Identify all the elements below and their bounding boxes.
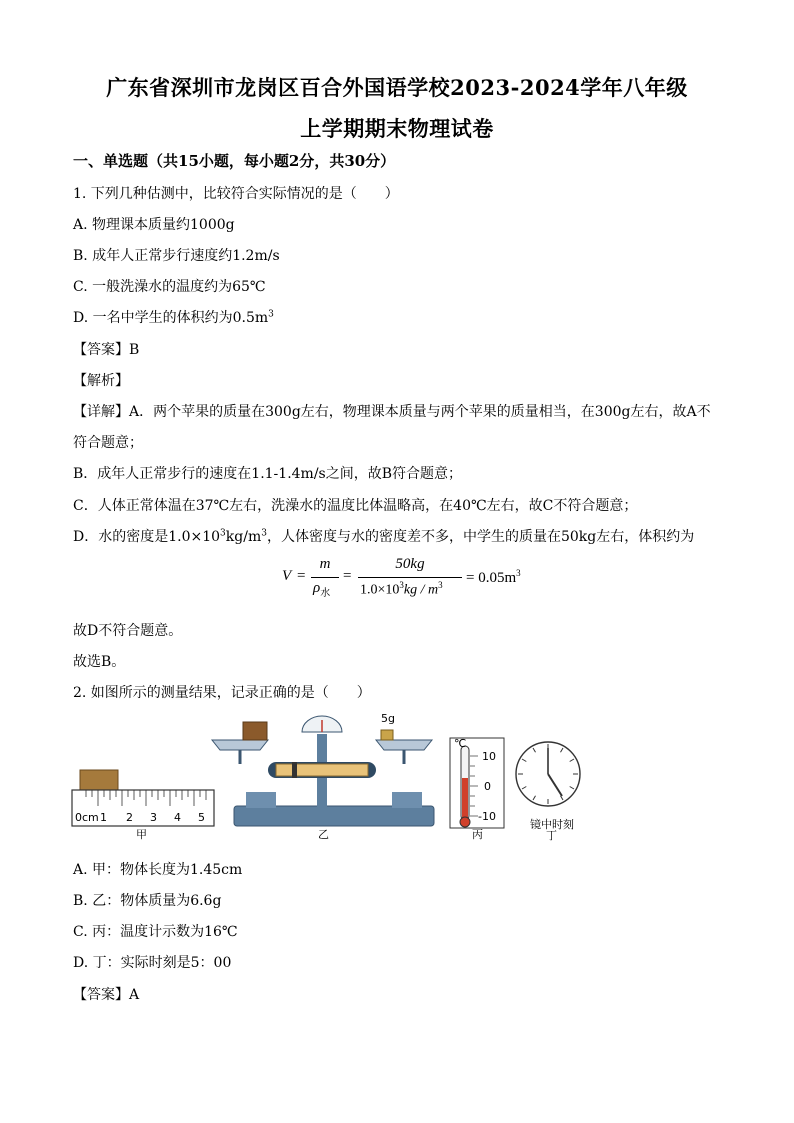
formula-m: m	[319, 556, 331, 572]
ruler-figure	[72, 770, 214, 841]
volume-formula	[282, 556, 542, 600]
formula-lhs: V	[282, 568, 292, 584]
clock-label: 镜中时刻	[530, 818, 574, 831]
q1-stem: 1. 下列几种估测中，比较符合实际情况的是（ ）	[73, 186, 399, 202]
q1-option-d: D. 一名中学生的体积约为$0.5m^3$	[73, 309, 274, 326]
section-heading: 一、单选题（共15小题，每小题2分，共30分）	[73, 152, 396, 170]
q1-answer	[73, 339, 139, 359]
thermometer-bulb	[460, 817, 470, 827]
balance-foot-right	[392, 792, 422, 808]
balance-rider	[292, 762, 297, 778]
balance-scale-bar	[276, 764, 368, 776]
q2-answer	[73, 984, 139, 1004]
thermometer-unit: ℃	[454, 737, 467, 750]
thermometer-liquid	[462, 778, 468, 820]
q1-option-a: A. 物理课本质量约1000g	[73, 217, 235, 233]
thermo-tick-minus10: -10	[478, 810, 496, 823]
fraction-bar-2	[358, 577, 462, 578]
fraction-bar-1	[311, 577, 339, 578]
figures-svg	[70, 712, 610, 842]
formula-equals: =	[297, 568, 306, 584]
exam-title-line1: 广东省深圳市龙岗区百合外国语学校2023-2024学年八年级	[106, 75, 688, 100]
balance-object	[243, 722, 267, 740]
q1-option-c: C. 一般洗澡水的温度约为65℃	[73, 279, 266, 295]
ruler-tick-5: 5	[198, 811, 205, 824]
balance-pan-left	[212, 740, 268, 750]
ruler-tick-1: 1	[100, 811, 107, 824]
q1-choose: 故选B。	[73, 654, 126, 670]
q2-option-d: D. 丁：实际时刻是5：00	[73, 955, 232, 971]
balance-weight	[381, 730, 393, 740]
q1-option-b: B. 成年人正常步行速度约1.2m/s	[73, 248, 280, 264]
formula-numerator: 50kg	[395, 556, 425, 572]
ruler-unit-label: 0cm	[75, 811, 99, 824]
balance-foot-left	[246, 792, 276, 808]
weight-label: 5g	[381, 712, 395, 725]
q1-detail-d: D．水的密度是$1.0\times 10^3kg/m^3$，人体密度与水的密度差不多，中学生的质量在50kg左右，体积约为	[73, 528, 695, 545]
thermometer-figure	[450, 737, 504, 841]
q1-conclusion-d: 故D不符合题意。	[73, 623, 183, 639]
ruler-tick-4: 4	[174, 811, 181, 824]
answer-label: 【答案】	[73, 987, 129, 1003]
measurement-figures	[70, 712, 610, 842]
q1-detail-a: 【详解】A．两个苹果的质量在300g左右，物理课本质量与两个苹果的质量相当，在300g左右，故A不	[73, 404, 711, 420]
answer-value: A	[129, 987, 140, 1003]
q1-detail-b: B．成年人正常步行的速度在1.1-1.4m/s之间，故B符合题意；	[73, 466, 463, 482]
label-bing: 丙	[472, 828, 483, 841]
thermo-tick-0: 0	[484, 780, 491, 793]
ruler-tick-2: 2	[126, 811, 133, 824]
q2-option-b: B. 乙：物体质量为6.6g	[73, 893, 222, 909]
formula-rho: $\rho_水$	[313, 580, 331, 599]
formula-denominator: $1.0\times 10^3kg / m^3$	[360, 580, 443, 598]
q1-detail-c: C．人体正常体温在37℃左右，洗澡水的温度比体温略高，在40℃左右，故C不符合题意；	[73, 498, 638, 514]
label-yi: 乙	[318, 828, 329, 841]
q2-option-c: C. 丙：温度计示数为16℃	[73, 924, 238, 940]
formula-equals-2: =	[343, 568, 352, 584]
balance-base	[234, 806, 434, 826]
ruler-tick-3: 3	[150, 811, 157, 824]
answer-label: 【答案】	[73, 342, 129, 358]
q2-stem: 2. 如图所示的测量结果，记录正确的是（ ）	[73, 685, 371, 701]
exam-title-line2: 上学期期末物理试卷	[300, 116, 494, 141]
answer-value: B	[129, 342, 140, 358]
formula-result: = $0.05m^3$	[466, 568, 521, 586]
q1-analysis-label: 【解析】	[73, 373, 129, 389]
clock-figure	[516, 742, 580, 842]
label-jia: 甲	[136, 828, 147, 841]
balance-figure	[212, 712, 434, 841]
thermo-tick-10: 10	[482, 750, 496, 763]
q1-detail-a2: 符合题意；	[73, 435, 143, 451]
label-ding: 丁	[546, 829, 557, 842]
q2-option-a: A. 甲：物体长度为1.45cm	[73, 862, 243, 878]
ruler-block	[80, 770, 118, 790]
balance-pan-right	[376, 740, 432, 750]
